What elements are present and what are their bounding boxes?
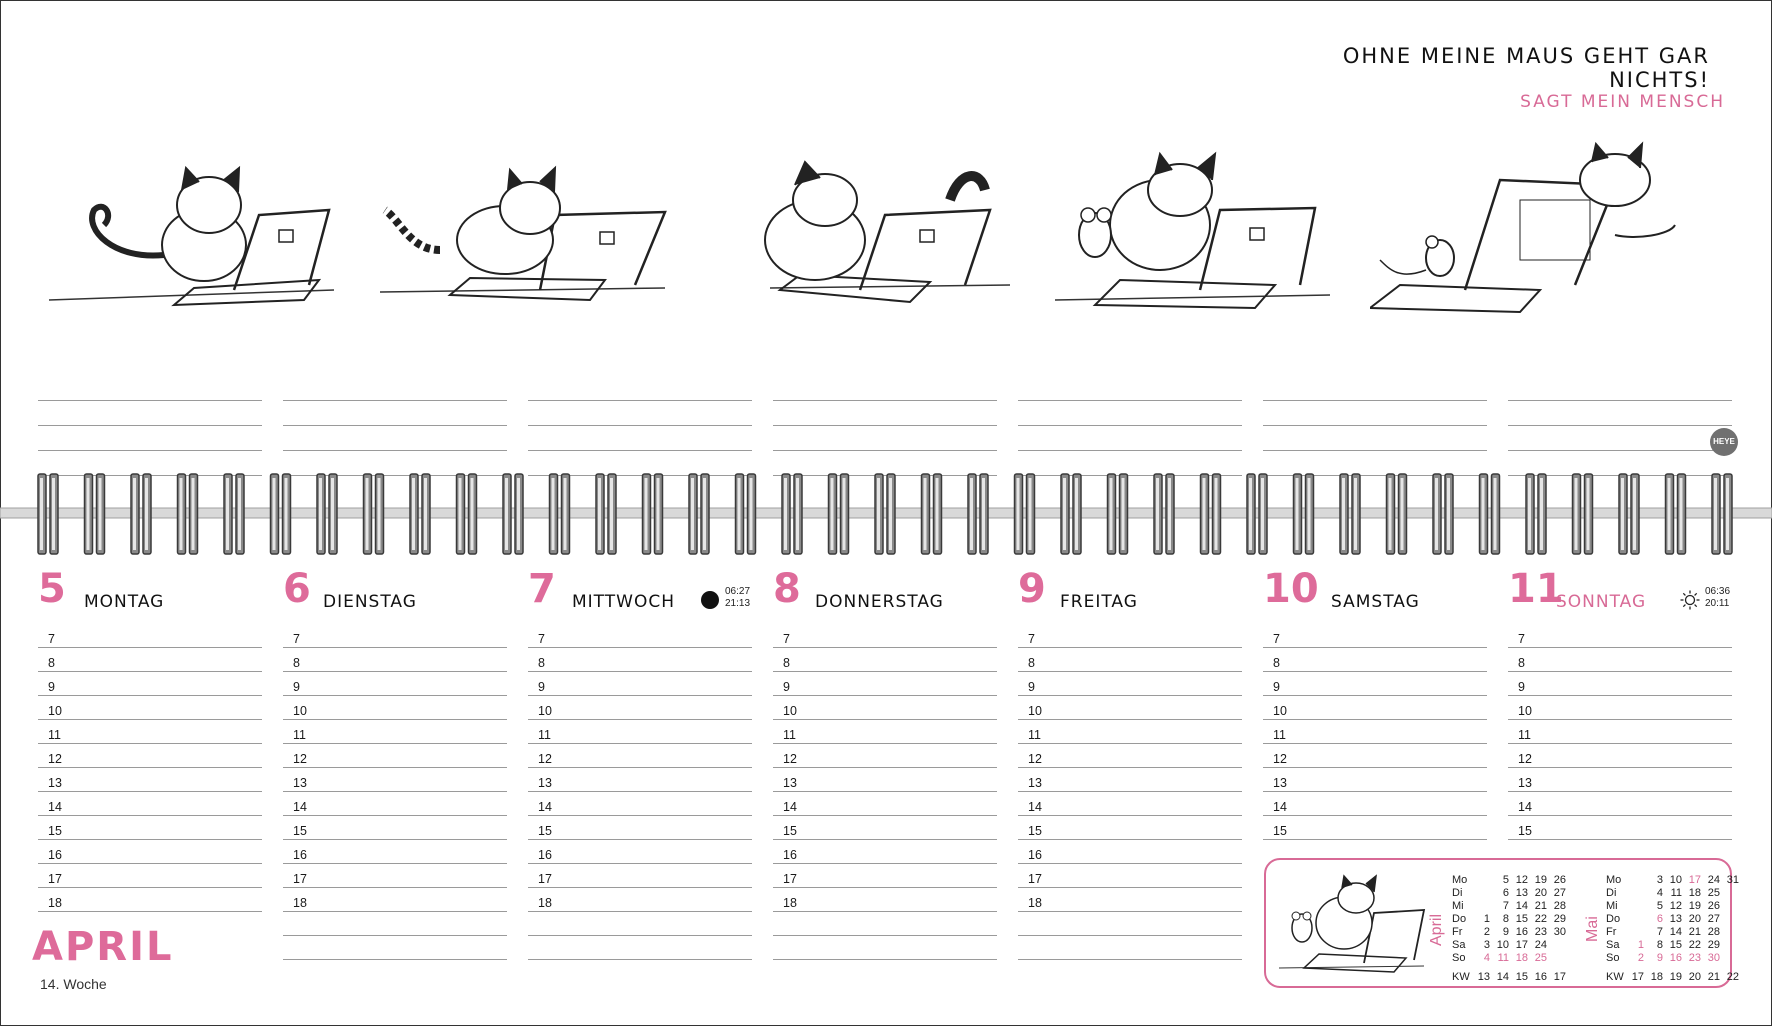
mini-date: 21	[1534, 900, 1547, 912]
mini-kw-label: KW	[1606, 971, 1624, 983]
mini-date: 29	[1707, 939, 1720, 951]
hour-row[interactable]: 11	[283, 720, 507, 744]
hour-row[interactable]: 16	[1018, 840, 1242, 864]
blank-line[interactable]	[528, 912, 752, 936]
mini-date: 9	[1502, 926, 1509, 938]
hour-row[interactable]: 15	[1508, 816, 1732, 840]
hour-row[interactable]: 14	[1263, 792, 1487, 816]
hour-row[interactable]: 8	[38, 648, 262, 672]
mini-date: 16	[1515, 926, 1528, 938]
mini-date: 27	[1553, 887, 1566, 899]
day-name: FREITAG	[1060, 592, 1138, 612]
hour-row[interactable]: 14	[38, 792, 262, 816]
mini-date: 2	[1637, 952, 1644, 964]
mini-kw: 14	[1496, 971, 1509, 983]
mini-weekday: Sa	[1452, 939, 1466, 951]
hour-row[interactable]: 11	[528, 720, 752, 744]
notes-tuesday[interactable]	[283, 376, 507, 476]
mini-date: 17	[1515, 939, 1528, 951]
mini-date: 10	[1669, 874, 1682, 886]
hour-row[interactable]: 7	[1018, 624, 1242, 648]
mini-date: 15	[1515, 913, 1528, 925]
week-label: 14. Woche	[40, 976, 107, 992]
hour-row[interactable]: 12	[283, 744, 507, 768]
mini-date: 2	[1483, 926, 1490, 938]
hour-row[interactable]: 11	[1263, 720, 1487, 744]
hour-row[interactable]: 8	[1018, 648, 1242, 672]
mini-date: 8	[1656, 939, 1663, 951]
rise-time: 06:27	[725, 586, 751, 597]
mini-date: 30	[1707, 952, 1720, 964]
mini-weekday: Di	[1606, 887, 1617, 899]
notes-sunday[interactable]	[1508, 376, 1732, 476]
hour-row[interactable]: 11	[1508, 720, 1732, 744]
mini-weekday: Do	[1606, 913, 1621, 925]
mini-calendar	[1264, 858, 1739, 988]
hour-row[interactable]: 16	[773, 840, 997, 864]
mini-date: 3	[1483, 939, 1490, 951]
mini-date: 25	[1534, 952, 1547, 964]
blank-line[interactable]	[283, 936, 507, 960]
hour-row[interactable]: 9	[1018, 672, 1242, 696]
mini-kw: 19	[1669, 971, 1682, 983]
hour-row[interactable]: 14	[283, 792, 507, 816]
mini-kw: 21	[1707, 971, 1720, 983]
mini-date: 6	[1502, 887, 1509, 899]
blank-line[interactable]	[1018, 912, 1242, 936]
mini-date: 15	[1669, 939, 1682, 951]
mini-date: 4	[1656, 887, 1663, 899]
blank-line[interactable]	[773, 912, 997, 936]
mini-date: 1	[1637, 939, 1644, 951]
mini-date: 5	[1502, 874, 1509, 886]
mini-date: 12	[1669, 900, 1682, 912]
brand-logo: HEYE	[1710, 428, 1738, 456]
mini-kw: 15	[1515, 971, 1528, 983]
mini-date: 11	[1497, 952, 1509, 964]
hour-list[interactable]	[38, 624, 262, 912]
hour-row[interactable]: 13	[1263, 768, 1487, 792]
hour-row[interactable]: 10	[1508, 696, 1732, 720]
mini-date: 31	[1726, 874, 1739, 886]
hour-row[interactable]: 16	[38, 840, 262, 864]
notes-saturday[interactable]	[1263, 376, 1487, 476]
mini-kw: 18	[1650, 971, 1663, 983]
hour-list[interactable]	[528, 624, 752, 960]
notes-wednesday[interactable]	[528, 376, 752, 476]
hour-row[interactable]: 8	[528, 648, 752, 672]
day-name: DIENSTAG	[323, 592, 417, 612]
sunrise-time: 06:36	[1705, 586, 1731, 597]
hour-row[interactable]: 16	[528, 840, 752, 864]
hour-row[interactable]: 7	[773, 624, 997, 648]
hour-row[interactable]: 17	[773, 864, 997, 888]
cat-at-laptop-icon	[44, 140, 344, 330]
hour-row[interactable]: 14	[528, 792, 752, 816]
mini-date: 19	[1534, 874, 1547, 886]
hour-row[interactable]: 12	[1508, 744, 1732, 768]
mini-date: 4	[1483, 952, 1490, 964]
hour-row[interactable]: 12	[1018, 744, 1242, 768]
set-time: 21:13	[725, 598, 751, 609]
blank-line[interactable]	[283, 912, 507, 936]
mini-date: 27	[1707, 913, 1720, 925]
hour-row[interactable]: 7	[528, 624, 752, 648]
hour-row[interactable]: 8	[283, 648, 507, 672]
mini-weekday: So	[1452, 952, 1466, 964]
hour-row[interactable]: 12	[528, 744, 752, 768]
hour-row[interactable]: 10	[38, 696, 262, 720]
mini-weekday: So	[1606, 952, 1620, 964]
mini-date: 18	[1515, 952, 1528, 964]
hour-row[interactable]: 11	[38, 720, 262, 744]
hour-row[interactable]: 15	[1263, 816, 1487, 840]
hour-row[interactable]: 14	[1508, 792, 1732, 816]
hour-row[interactable]: 12	[38, 744, 262, 768]
mini-date: 10	[1496, 939, 1509, 951]
day-number: 7	[528, 566, 556, 612]
hour-row[interactable]: 18	[283, 888, 507, 912]
hour-row[interactable]: 17	[1018, 864, 1242, 888]
mini-kw: 17	[1553, 971, 1566, 983]
hour-row[interactable]: 9	[38, 672, 262, 696]
hour-row[interactable]: 10	[1018, 696, 1242, 720]
blank-line[interactable]	[1018, 936, 1242, 960]
notes-thursday[interactable]	[773, 376, 997, 476]
spiral-binding	[0, 470, 1772, 560]
mini-date: 26	[1553, 874, 1566, 886]
hour-row[interactable]: 10	[773, 696, 997, 720]
hour-row[interactable]: 15	[1018, 816, 1242, 840]
hour-row[interactable]: 13	[1508, 768, 1732, 792]
hour-row[interactable]: 17	[528, 864, 752, 888]
day-number: 6	[283, 566, 311, 612]
hour-row[interactable]: 10	[528, 696, 752, 720]
hour-row[interactable]: 17	[38, 864, 262, 888]
mouse-typing-on-laptop-icon	[1370, 140, 1680, 330]
blank-line[interactable]	[528, 936, 752, 960]
mini-date: 17	[1688, 874, 1701, 886]
moon-times	[725, 586, 750, 610]
hour-row[interactable]: 7	[38, 624, 262, 648]
hour-row[interactable]: 11	[1018, 720, 1242, 744]
hour-row[interactable]: 9	[773, 672, 997, 696]
quote-text: OHNE MEINE MAUS GEHT GAR NICHTS!	[1342, 44, 1710, 92]
hour-row[interactable]: 9	[528, 672, 752, 696]
mini-date: 1	[1483, 913, 1490, 925]
blank-line[interactable]	[773, 936, 997, 960]
hour-row[interactable]: 16	[283, 840, 507, 864]
mini-date: 22	[1534, 913, 1547, 925]
hour-list[interactable]	[1018, 624, 1242, 960]
mini-date: 21	[1688, 926, 1701, 938]
hour-row[interactable]: 15	[773, 816, 997, 840]
hour-row[interactable]: 8	[1508, 648, 1732, 672]
mini-date: 14	[1669, 926, 1682, 938]
mini-month-mai: Mai	[1584, 916, 1601, 942]
day-number: 11	[1508, 566, 1564, 612]
mini-date: 28	[1707, 926, 1720, 938]
mini-date: 23	[1688, 952, 1701, 964]
day-name: DONNERSTAG	[815, 592, 944, 612]
hour-list[interactable]	[283, 624, 507, 960]
mini-weekday: Mo	[1606, 874, 1622, 886]
mini-date: 26	[1707, 900, 1720, 912]
mini-kw: 20	[1688, 971, 1701, 983]
mini-date: 9	[1656, 952, 1663, 964]
mini-date: 6	[1656, 913, 1663, 925]
day-name: SAMSTAG	[1331, 592, 1420, 612]
mini-date: 24	[1707, 874, 1720, 886]
mini-weekday: Mo	[1452, 874, 1468, 886]
mini-date: 7	[1656, 926, 1663, 938]
day-number: 9	[1018, 566, 1046, 612]
mini-kw-label: KW	[1452, 971, 1470, 983]
hour-row[interactable]: 14	[773, 792, 997, 816]
mini-date: 13	[1669, 913, 1682, 925]
mini-date: 20	[1534, 887, 1547, 899]
mini-date: 5	[1656, 900, 1663, 912]
hour-row[interactable]: 15	[283, 816, 507, 840]
mini-weekday: Fr	[1606, 926, 1617, 938]
mini-date: 18	[1688, 887, 1701, 899]
hour-row[interactable]: 12	[773, 744, 997, 768]
hour-row[interactable]: 13	[283, 768, 507, 792]
hour-row[interactable]: 18	[773, 888, 997, 912]
mini-weekday: Di	[1452, 887, 1463, 899]
notes-monday[interactable]	[38, 376, 262, 476]
mini-date: 20	[1688, 913, 1701, 925]
hour-row[interactable]: 7	[283, 624, 507, 648]
mini-kw: 22	[1726, 971, 1739, 983]
mini-month-april: April	[1428, 913, 1445, 946]
day-name: SONNTAG	[1556, 592, 1647, 612]
sun-times	[1705, 586, 1730, 610]
hour-row[interactable]: 13	[528, 768, 752, 792]
mini-kw: 13	[1477, 971, 1490, 983]
new-moon-icon	[700, 590, 720, 610]
hour-list[interactable]	[773, 624, 997, 960]
mini-date: 28	[1553, 900, 1566, 912]
mini-kw: 17	[1631, 971, 1644, 983]
mini-date: 12	[1515, 874, 1528, 886]
sleeping-cat-at-laptop-icon	[720, 140, 1020, 330]
hour-row[interactable]: 7	[1508, 624, 1732, 648]
hour-row[interactable]: 7	[1263, 624, 1487, 648]
hour-row[interactable]: 18	[528, 888, 752, 912]
mini-weekday: Mi	[1452, 900, 1464, 912]
mini-date: 14	[1515, 900, 1528, 912]
hour-row[interactable]: 18	[1018, 888, 1242, 912]
mini-date: 11	[1670, 887, 1682, 899]
mini-date: 8	[1502, 913, 1509, 925]
hour-row[interactable]: 9	[283, 672, 507, 696]
hour-row[interactable]: 11	[773, 720, 997, 744]
hour-row[interactable]: 9	[1263, 672, 1487, 696]
hour-row[interactable]: 13	[1018, 768, 1242, 792]
mini-date: 29	[1553, 913, 1566, 925]
hour-row[interactable]: 12	[1263, 744, 1487, 768]
hour-row[interactable]: 13	[773, 768, 997, 792]
hour-row[interactable]: 17	[283, 864, 507, 888]
mini-kw: 16	[1534, 971, 1547, 983]
angry-cat-at-laptop-icon	[380, 140, 680, 330]
mini-date: 3	[1656, 874, 1663, 886]
hour-list[interactable]	[1263, 624, 1487, 840]
day-number: 5	[38, 566, 66, 612]
mini-date: 25	[1707, 887, 1720, 899]
mini-date: 22	[1688, 939, 1701, 951]
mini-weekday: Mi	[1606, 900, 1618, 912]
hour-row[interactable]: 15	[38, 816, 262, 840]
hour-list[interactable]	[1508, 624, 1732, 840]
month-title: APRIL	[32, 924, 174, 970]
day-name: MONTAG	[84, 592, 165, 612]
hour-row[interactable]: 14	[1018, 792, 1242, 816]
hour-row[interactable]: 15	[528, 816, 752, 840]
cat-with-mouse-laptop-icon	[1274, 868, 1434, 980]
day-name: MITTWOCH	[572, 592, 675, 612]
mini-date: 13	[1515, 887, 1528, 899]
mini-date: 7	[1502, 900, 1509, 912]
hour-row[interactable]: 10	[1263, 696, 1487, 720]
hour-row[interactable]: 9	[1508, 672, 1732, 696]
hour-row[interactable]: 13	[38, 768, 262, 792]
mini-date: 16	[1669, 952, 1682, 964]
mini-date: 24	[1534, 939, 1547, 951]
hour-row[interactable]: 8	[773, 648, 997, 672]
hour-row[interactable]: 18	[38, 888, 262, 912]
sun-icon	[1680, 590, 1700, 610]
mini-weekday: Sa	[1606, 939, 1620, 951]
day-number: 10	[1263, 566, 1319, 612]
cat-holding-mouse-icon	[1050, 140, 1350, 330]
day-number: 8	[773, 566, 801, 612]
mini-date: 23	[1534, 926, 1547, 938]
quote-attribution: SAGT MEIN MENSCH	[1520, 92, 1725, 112]
mini-weekday: Fr	[1452, 926, 1463, 938]
mini-date: 30	[1553, 926, 1566, 938]
hour-row[interactable]: 10	[283, 696, 507, 720]
hour-row[interactable]: 8	[1263, 648, 1487, 672]
mini-date: 19	[1688, 900, 1701, 912]
mini-weekday: Do	[1452, 913, 1467, 925]
notes-friday[interactable]	[1018, 376, 1242, 476]
sunset-time: 20:11	[1705, 598, 1730, 609]
